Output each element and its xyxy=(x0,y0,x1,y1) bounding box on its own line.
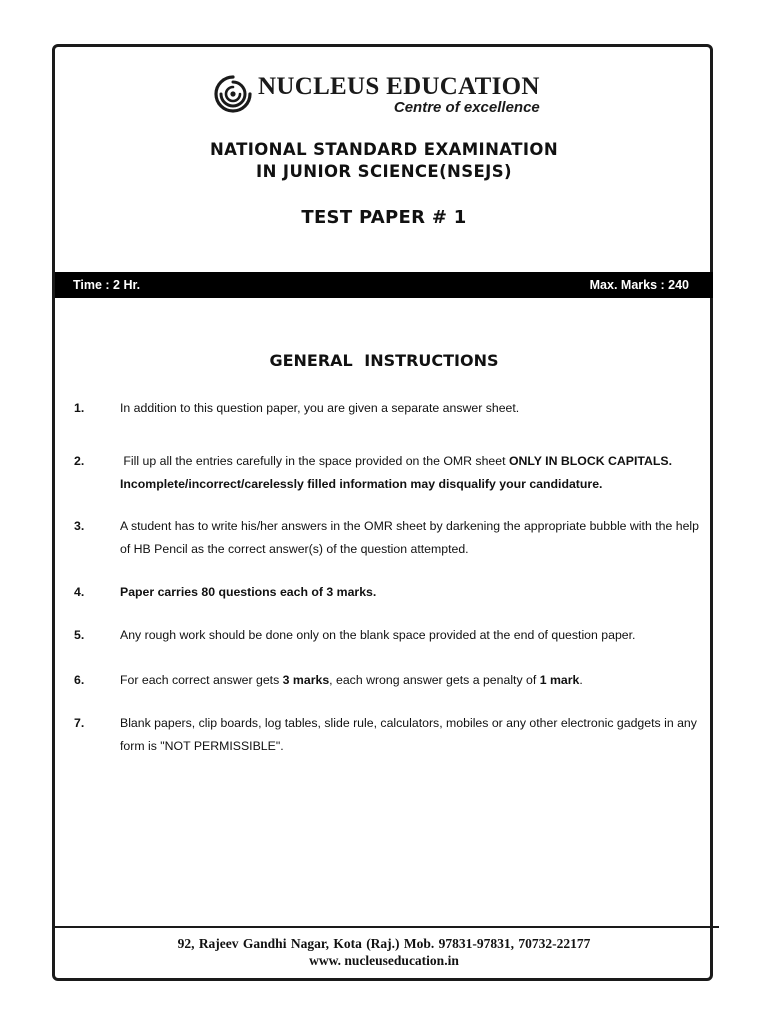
instruction-text: Blank papers, clip boards, log tables, slide rule, calculators, mobiles or any other electronic gadgets in any form is "NOT PERMISSIBLE". xyxy=(120,716,697,753)
instruction-text: Paper carries 80 questions each of 3 marks. xyxy=(120,585,377,599)
time-label: Time : 2 Hr. xyxy=(73,278,141,292)
exam-title-line1: NATIONAL STANDARD EXAMINATION xyxy=(209,140,559,159)
footer-divider xyxy=(55,926,719,928)
instruction-text: Fill up all the entries carefully in the space provided on the OMR sheet ONLY IN BLOCK CAPITALS. Incomplete/incorrect/carelessly filled information may disqualify your candidature. xyxy=(120,454,672,491)
instruction-text: A student has to write his/her answers in the OMR sheet by darkening the appropriate bubble with the help of HB Pencil as the correct answer(s) of the question attempted. xyxy=(120,519,699,556)
max-marks-label: Max. Marks : 240 xyxy=(589,278,689,292)
instruction-number: 1. xyxy=(74,401,85,415)
footer-address: 92, Rajeev Gandhi Nagar, Kota (Raj.) Mob. 97831-97831, 70732-22177 xyxy=(177,936,591,951)
exam-title-line2: IN JUNIOR SCIENCE(NSEJS) xyxy=(256,162,512,181)
info-bar xyxy=(55,272,713,298)
instruction-number: 3. xyxy=(74,519,85,533)
nucleus-logo xyxy=(212,72,540,116)
instruction-number: 4. xyxy=(74,585,85,599)
instruction-text: For each correct answer gets 3 marks, each wrong answer gets a penalty of 1 mark. xyxy=(120,673,583,687)
page-border xyxy=(52,44,713,981)
instruction-number: 2. xyxy=(74,454,85,468)
instruction-number: 6. xyxy=(74,673,85,687)
test-paper-title: TEST PAPER # 1 xyxy=(301,207,467,228)
instruction-number: 7. xyxy=(74,716,85,730)
instruction-number: 5. xyxy=(74,628,85,642)
swirl-logo-icon xyxy=(212,73,254,115)
instructions-title: GENERAL INSTRUCTIONS xyxy=(269,351,499,370)
footer-website: www. nucleuseducation.in xyxy=(309,953,459,968)
instruction-text: In addition to this question paper, you are given a separate answer sheet. xyxy=(120,401,520,415)
logo-tagline: Centre of excellence xyxy=(393,98,540,116)
logo-name: NUCLEUS EDUCATION xyxy=(258,72,540,100)
instruction-text: Any rough work should be done only on the blank space provided at the end of question paper. xyxy=(120,628,636,642)
